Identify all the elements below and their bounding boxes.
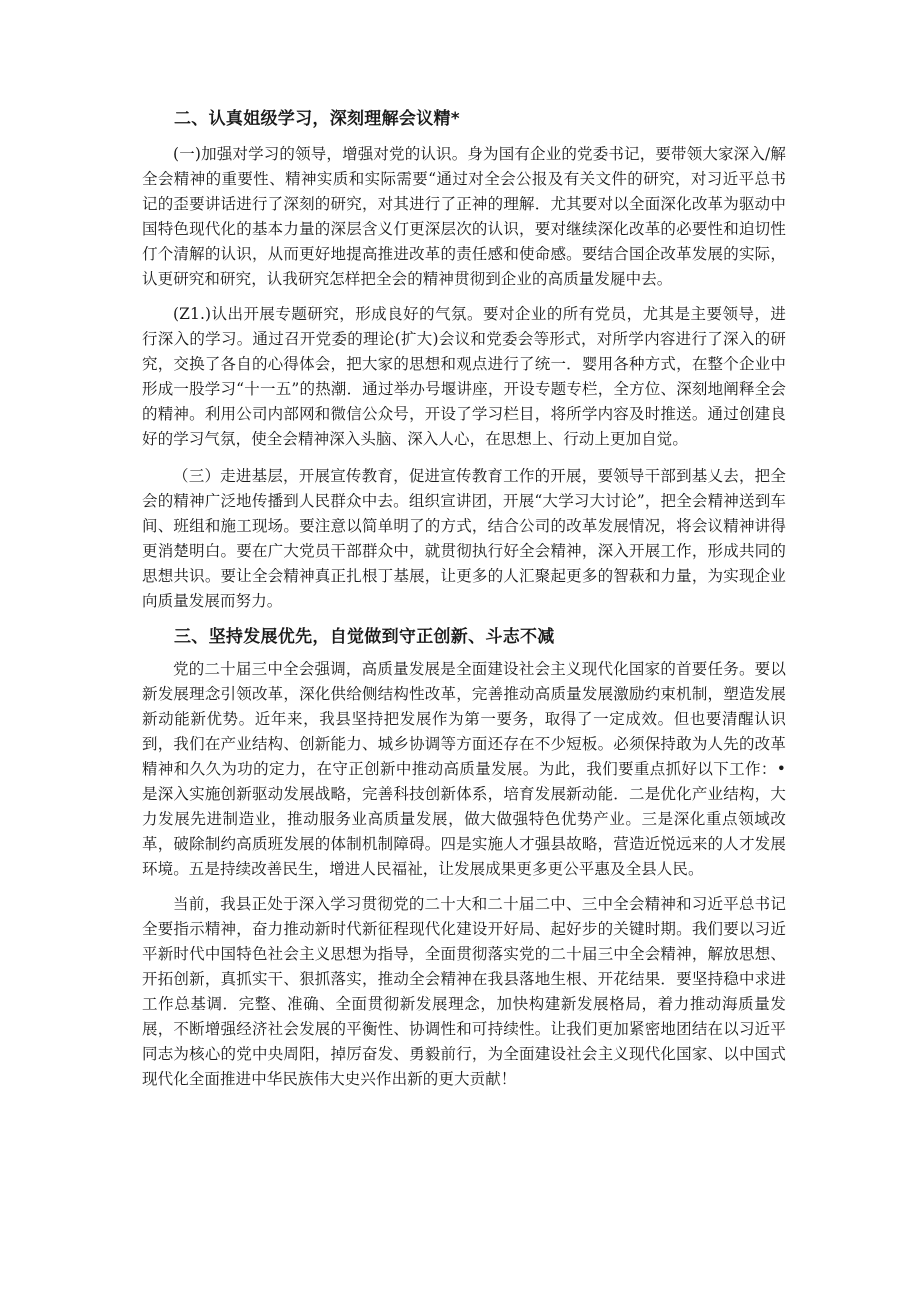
paragraph-3-1: 党的二十届三中全会强调，高质量发展是全面建设社会主义现代化国家的首要任务。要以新发展理念引领改革，深化供给侧结构性改革，完善推动高质量发展激励约束机制，塑造发展新动能新优势。近年来，我县坚持把发展作为第一要务，取得了一定成效。但也要清醒认识到，我们在产业结构、创新能力、城乡协调等方面还存在不少短板。必须保持敢为人先的改革精神和久久为功的定力，在守正创新中推动高质量发展。为此，我们要重点抓好以下工作：•是深入实施创新驱动发展战略，完善科技创新体系，培育发展新动能．二是优化产业结构，大力发展先进制造业，推动服务业高质量发展，做大做强特色优势产业。三是深化重点领域改革，破除制约高质班发展的体制机制障碍。四是实施人才强县故略，营造近悦远来的人才发展环境。五是持续改善民生，增进人民福祉，让发展成果更多更公平惠及全县人民。 (142, 660, 786, 878)
document-page (142, 106, 786, 1092)
paragraph-2-1: (一)加强对学习的领导，增强对党的认识。身为国有企业的党委书记，要带领大家深入/解全会精神的重要性、精神实质和实际需要“通过对全会公报及有关文件的研究，对习近平总书记的歪要讲话进行了深刻的研究，对其进行了正神的理解．尤其要对以全面深化改革为驱动中国特色现代化的基本力量的深层含义仃更深层次的认识，要对继续深化改革的必要性和迫切性仃个清解的认识，从而更好地提高推进改革的责任感和使命感。要结合国企改革发展的实际，认更研究和研究，认我研究怎样把全会的精神贯彻到企业的高质量发屣中去。 (142, 145, 786, 288)
section-heading-2: 二、认真姐级学习，深刻理解会议精* (174, 109, 460, 129)
paragraph-3-2: 当前，我县正处于深入学习贯彻党的二十大和二十届二中、三中全会精神和习近平总书记全要指示精神，奋力推动新时代新征程现代化建设开好局、起好步的关键时期。我们要以习近平新时代中国特色社会主义思想为指导，全面贯彻落实党的二十届三中全会精神，解放思想、开拓创新，真抓实干、狠抓落实，推动全会精神在我县落地生根、开花结果．要坚持稳中求进工作总基调．完整、准确、全面贯彻新发展理念，加快构建新发展格局，着力推动海质量发展，不断增强经济社会发展的平衡性、协调性和可持续性。让我们更加紧密地团结在以习近平同志为核心的党中央周阳，掉厉奋发、勇毅前行，为全面建设社会主义现代化国家、以中国式现代化全面推进中华民族伟大史兴作出新的更大贡献！ (142, 895, 786, 1088)
section-heading-3: 三、坚持发展优先，自觉做到守正创新、斗志不减 (174, 627, 555, 647)
paragraph-2-3: （三）走进基层，开展宣传教育，促进宣传教育工作的开展，要领导干部到基乂去，把全会的精神广泛地传播到人民群众中去。组织宣讲团，开展“大学习大讨论”，把全会精神送到车间、班组和施工现场。要注意以简单明了的方式，结合公司的改革发展情况，将会议精神讲得更消楚明白。要在广大党员干部群众中，就贯彻执行好全会精神，深入开展工作，形成共同的思想共识。要让全会精神真正扎根丁基展，让更多的人汇聚起更多的智萩和力量，为实现企业向质量发展而努力。 (142, 467, 786, 610)
paragraph-2-2: (Z1.)认出开展专题研究，形成良好的气氛。要对企业的所有党员，尤其是主要领导，进行深入的学习。通过召开党委的理论(扩大)会议和党委会等形式，对所学内容进行了深入的研究，交换了各自的心得体会，把大家的思想和观点进行了统一．婴用各种方式，在整个企业中形成一股学习“十一五”的热潮．通过举办号堰讲座，开设专题专栏，全方位、深刻地阐释全会的精神。利用公司内部网和微信公众号，开设了学习栏目，将所学内容及时推送。通过创建良好的学习气氛，使全会精神深入头脑、深入人心，在思想上、行动上更加自觉。 (142, 305, 786, 448)
